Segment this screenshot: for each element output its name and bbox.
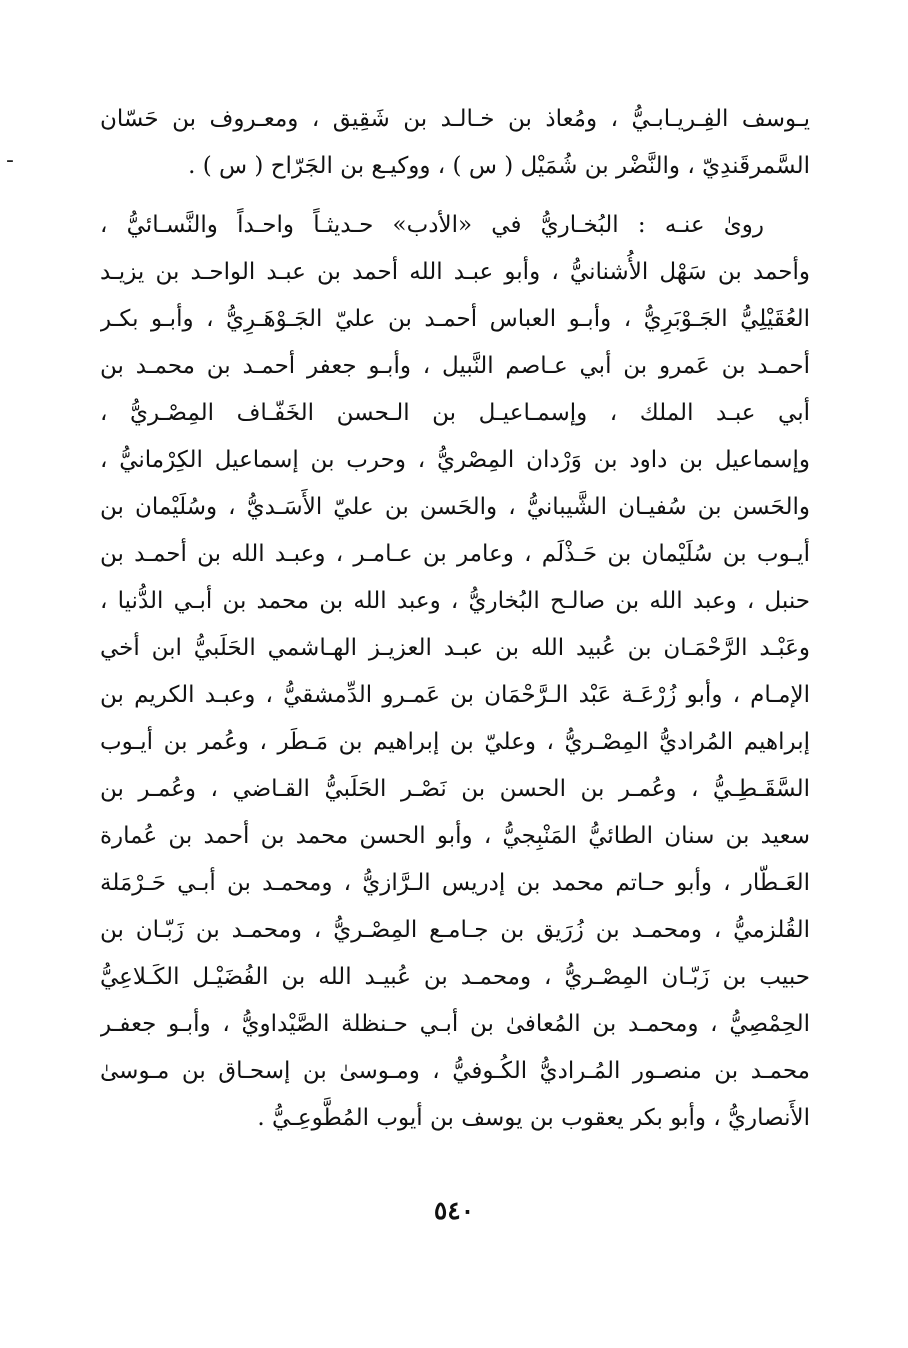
margin-mark: - [6, 148, 14, 173]
text-line: محمـد بن منصـور المُـراديُّ الكُـوفيُّ ، ومـوسىٰ بن إسحـاق بن مـوسىٰ [100, 1058, 810, 1084]
text-line: إبراهيم المُراديُّ المِصْـريُّ ، وعليّ بن إبراهيم بن مَـطَر ، وعُمر بن أيـوب [100, 729, 810, 755]
text-line: روىٰ عنـه : البُخـاريُّ في «الأدب» حـديثـاً واحـداً والنَّسـائيُّ ، [100, 212, 764, 238]
text-line: سعيد بن سنان الطائيُّ المَنْبِجيُّ ، وأبو الحسن محمد بن أحمد بن عُمارة [100, 823, 810, 849]
text-line: يـوسف الفِـريـابـيُّ ، ومُعاذ بن خـالـد بن شَقِيق ، ومعـروف بن حَسّان [100, 106, 810, 132]
body-text [100, 96, 810, 1142]
page-number: ٥٤٠ [433, 1196, 475, 1225]
text-line: حنبل ، وعبد الله بن صالـح البُخاريُّ ، وعبد الله بن محمد بن أبـي الدُّنيا ، [100, 588, 810, 614]
text-line: أيـوب بن سُلَيْمان بن حَـذْلَم ، وعامر بن عـامـر ، وعبـد الله بن أحمـد بن [100, 541, 810, 567]
text-line: السَّمرقَندِيّ ، والنَّضْر بن شُمَيْل ( س ) ، ووكيـع بن الجَرّاح ( س ) . [188, 153, 810, 179]
text-line: حبيب بن زَبّـان المِصْـريُّ ، ومحمـد بن عُبيـد الله بن الفُضَيْـل الكَـلاعِيُّ [100, 964, 810, 990]
text-line: الإمـام ، وأبو زُرْعَـة عَبْد الـرَّحْمَان بن عَمـرو الدِّمشقيُّ ، وعبـد الكريم بن [100, 682, 810, 708]
text-line: أبي عبـد الملك ، وإسمـاعيـل بن الـحسن الخَفّـاف المِصْـريُّ ، [100, 400, 810, 426]
paragraph-gap [100, 190, 810, 202]
text-line: والحَسن بن سُفيـان الشَّيبانيُّ ، والحَسن بن عليّ الأَسَـديُّ ، وسُلَيْمان بن [100, 494, 810, 520]
text-line: العُقَيْلِيُّ الجَـوْبَرِيُّ ، وأبـو العباس أحمـد بن عليّ الجَـوْهَـرِيُّ ، وأبـو بكـر [100, 306, 810, 332]
text-line: وعَبْـد الرَّحْمَـان بن عُبيد الله بن عبـد العزيـز الهـاشمي الحَلَبيُّ ابن أخي [100, 635, 810, 661]
text-line: وإسماعيل بن داود بن وَرْدان المِصْريُّ ، وحرب بن إسماعيل الكِرْمانيُّ ، [100, 447, 810, 473]
text-line: الأَنصاريُّ ، وأبو بكر يعقوب بن يوسف بن أيوب المُطَّوعِـيُّ . [257, 1105, 810, 1131]
text-line: وأحمد بن سَهْل الأُشنانيُّ ، وأبو عبـد الله أحمد بن عبـد الواحـد بن يزيـد [100, 259, 810, 285]
text-line: أحمـد بن عَمرو بن أبي عـاصم النَّبيل ، وأبـو جعفر أحمـد بن محمـد بن [100, 353, 810, 379]
text-line: العَـطّار ، وأبو حـاتم محمد بن إدريس الـرَّازيُّ ، ومحمـد بن أبـي حَـرْمَلة [100, 870, 810, 896]
text-line: الحِمْصِيُّ ، ومحمـد بن المُعافىٰ بن أبـي حـنظلة الصَّيْداويُّ ، وأبـو جعفـر [100, 1011, 810, 1037]
text-line: القُلزميُّ ، ومحمـد بن زُرَيق بن جـامـع المِصْـريُّ ، ومحمـد بن زَبّـان بن [100, 917, 810, 943]
text-line: السَّقَـطِـيُّ ، وعُمـر بن الحسن بن نَصْـر الحَلَبيُّ القـاضي ، وعُمـر بن [100, 776, 810, 802]
